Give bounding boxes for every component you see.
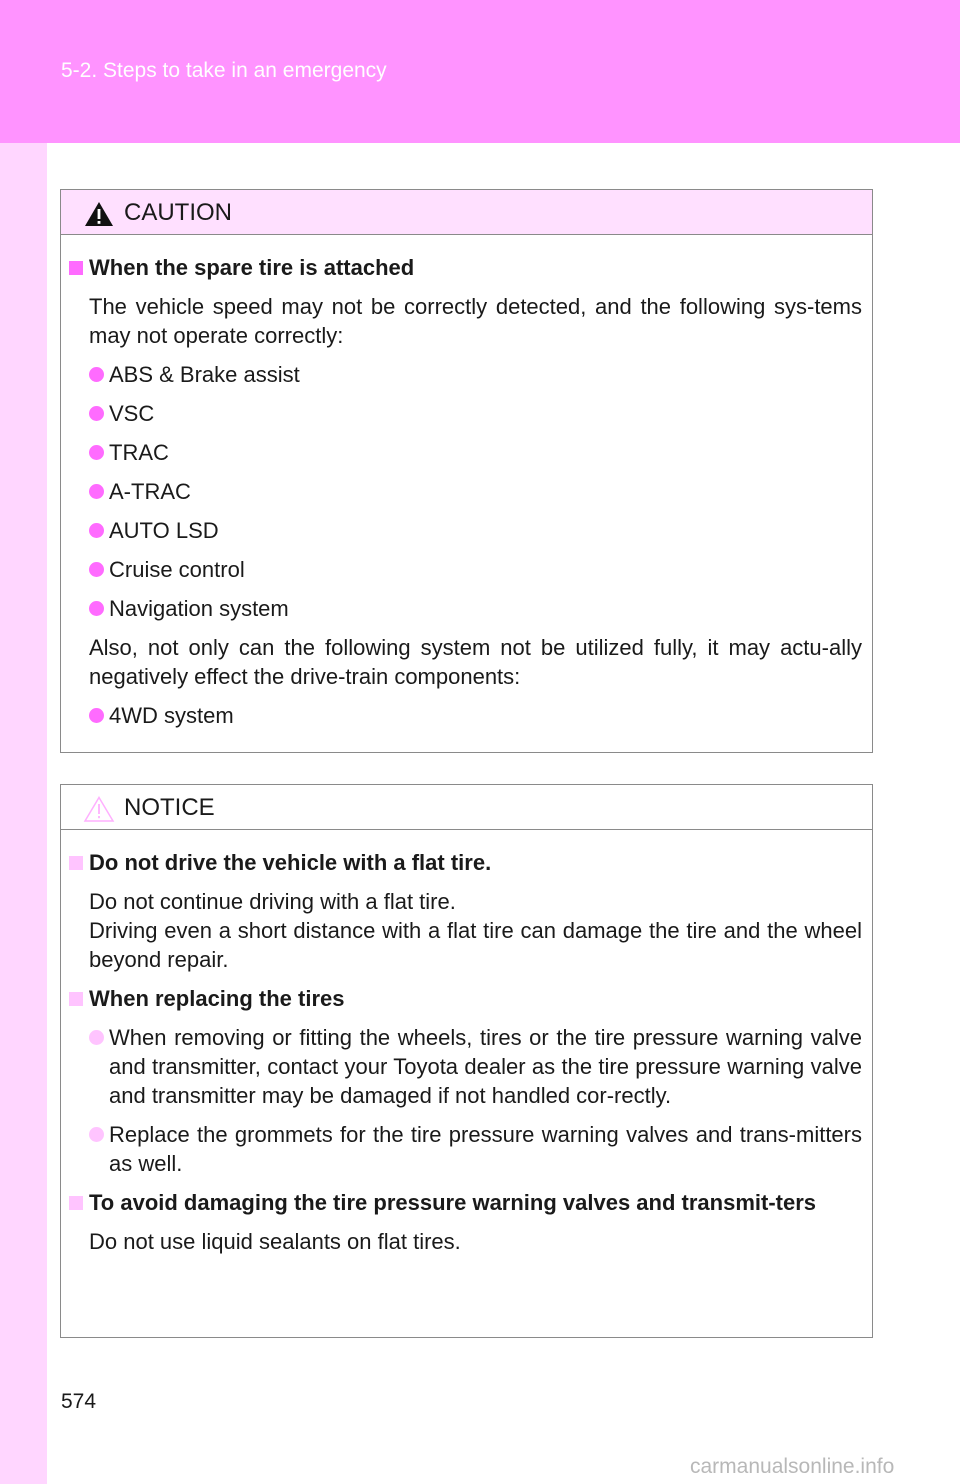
page-number: 574: [61, 1390, 97, 1413]
list-item: TRAC: [68, 438, 862, 467]
notice-paragraph: Driving even a short distance with a flat tire can damage the tire and the wheel beyond repair.: [89, 918, 862, 972]
list-item: Replace the grommets for the tire pressure warning valves and trans-mitters as well.: [68, 1120, 862, 1178]
notice-section-heading: When replacing the tires: [68, 984, 862, 1013]
list-item: Navigation system: [68, 594, 862, 623]
list-item: A-TRAC: [68, 477, 862, 506]
notice-body: [61, 830, 872, 1256]
warning-triangle-icon: [83, 200, 115, 228]
caution-section-heading: When the spare tire is attached: [68, 253, 862, 282]
caution-title: CAUTION: [124, 199, 232, 226]
notice-box: [60, 784, 873, 1338]
notice-section-heading: Do not drive the vehicle with a flat tire.: [68, 848, 862, 877]
caution-body: [61, 235, 872, 730]
notice-title: NOTICE: [124, 794, 215, 821]
side-strip: [0, 143, 47, 1484]
notice-paragraph: Do not use liquid sealants on flat tires.: [89, 1229, 461, 1254]
caution-paragraph: Also, not only can the following system not be utilized fully, it may actu-ally negatively effect the drive-train components:: [89, 635, 862, 689]
list-item: Cruise control: [68, 555, 862, 584]
notice-header: [61, 785, 872, 830]
caution-box: [60, 189, 873, 753]
warning-triangle-outline-icon: [83, 795, 115, 823]
watermark: carmanualsonline.info: [690, 1455, 895, 1478]
list-item: VSC: [68, 399, 862, 428]
caution-header: [61, 190, 872, 235]
notice-section-heading: To avoid damaging the tire pressure warning valves and transmit-ters: [68, 1188, 862, 1217]
notice-paragraph: Do not continue driving with a flat tire.: [89, 889, 456, 914]
list-item: AUTO LSD: [68, 516, 862, 545]
section-title: 5-2. Steps to take in an emergency: [61, 59, 387, 82]
list-item: When removing or fitting the wheels, tires or the tire pressure warning valve and transmitter, contact your Toyota dealer as the tire pressure warning valve and transmitter may be damaged if not handled cor-rectly.: [68, 1023, 862, 1110]
list-item: 4WD system: [68, 701, 862, 730]
page-header: [0, 0, 960, 143]
list-item: ABS & Brake assist: [68, 360, 862, 389]
caution-paragraph: The vehicle speed may not be correctly detected, and the following sys-tems may not operate correctly:: [89, 294, 862, 348]
